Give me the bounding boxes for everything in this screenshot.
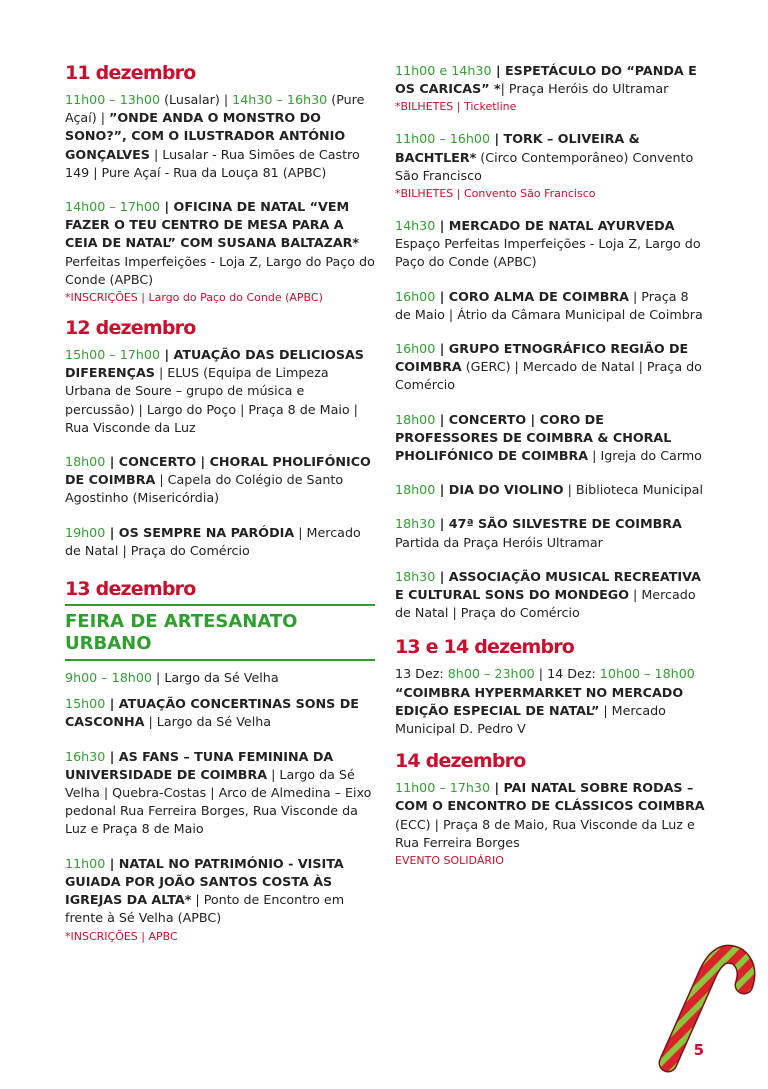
day-heading-13-14: 13 e 14 dezembro — [395, 636, 575, 659]
day-heading-14: 14 dezembro — [395, 750, 526, 773]
day-heading-11: 11 dezembro — [65, 62, 196, 84]
event-text: (Pure Açaí) | — [65, 92, 365, 126]
event-text: Perfeitas Imperfeições - Loja Z, Largo do Paço do Conde (APBC) — [65, 253, 375, 287]
event-time: 11h00 e 14h30 — [395, 63, 492, 78]
page-number: 5 — [693, 1041, 704, 1059]
event-time: 11h00 — [65, 855, 106, 871]
event-item — [395, 411, 705, 466]
event-text: | Largo da Sé Velha — [152, 670, 279, 686]
event-time: 18h30 — [395, 516, 436, 532]
event-title: | CORO ALMA DE COIMBRA — [435, 288, 629, 304]
event-time: 15h00 – 17h00 — [65, 347, 161, 363]
event-note: *BILHETES | Ticketline — [395, 100, 517, 114]
event-time: 14h30 — [395, 218, 436, 234]
event-item — [65, 748, 375, 839]
event-item — [395, 217, 705, 272]
event-time: 11h00 – 13h00 — [65, 92, 161, 107]
event-item — [65, 695, 375, 731]
event-text: | Biblioteca Municipal — [563, 482, 703, 498]
event-item — [65, 91, 375, 182]
event-text: (GERC) | Mercado de Natal | Praça do Comércio — [395, 359, 702, 393]
event-item — [65, 524, 375, 560]
event-text: | Mercado Municipal D. Pedro V — [395, 702, 666, 737]
event-time: 16h00 — [395, 341, 436, 357]
right-column — [395, 62, 705, 876]
event-title: | DIA DO VIOLINO — [435, 482, 564, 498]
event-time: 16h00 — [395, 288, 436, 304]
event-title: | GRUPO ETNOGRÁFICO REGIÃO DE COIMBRA — [395, 341, 689, 375]
event-time: 16h30 — [65, 748, 106, 764]
event-text: | Praça Heróis do Ultramar — [500, 81, 669, 97]
event-title: | MERCADO DE NATAL AYURVEDA — [435, 218, 675, 234]
event-note: *INSCRIÇÕES | Largo do Paço do Conde (APBC) — [65, 291, 323, 305]
event-item — [65, 198, 375, 305]
event-title: | CONCERTO | CHORAL PHOLIFÓNICO DE COIMBRA — [65, 454, 371, 488]
event-time: 15h00 — [65, 696, 106, 712]
event-item — [65, 669, 375, 687]
event-note: *BILHETES | Convento São Francisco — [395, 187, 596, 201]
event-item — [395, 340, 705, 395]
event-item — [395, 515, 705, 551]
event-title: | AS FANS – TUNA FEMININA DA UNIVERSIDADE DE COIMBRA — [65, 748, 334, 782]
event-note: EVENTO SOLIDÁRIO — [395, 854, 504, 868]
event-title: | OFICINA DE NATAL “VEM FAZER O TEU CENTRO DE MESA PARA A CEIA DE NATAL” COM SUSANA BALTAZAR* — [65, 199, 360, 251]
event-text: | Praça 8 de Maio | Átrio da Câmara Municipal de Coimbra — [395, 288, 703, 322]
event-title: | CONCERTO | CORO DE PROFESSORES DE COIMBRA & CHORAL PHOLIFÓNICO DE COIMBRA — [395, 411, 672, 464]
event-text: (Circo Contemporâneo) Convento São Francisco — [395, 149, 694, 183]
event-time: 10h00 – 18h00 — [599, 666, 695, 682]
left-column — [65, 62, 375, 952]
event-time: 11h00 – 16h00 — [395, 131, 491, 147]
event-text: | Largo da Sé Velha — [144, 714, 272, 730]
event-time: 14h00 – 17h00 — [65, 199, 161, 215]
event-time: 18h00 — [395, 411, 436, 427]
event-label: | 14 Dez: — [534, 666, 600, 682]
event-title: “COIMBRA HYPERMARKET NO MERCADO EDIÇÃO ESPECIAL DE NATAL” — [395, 684, 684, 718]
event-item — [65, 855, 375, 944]
feira-heading: FEIRA DE ARTESANATO URBANO — [65, 604, 375, 661]
event-item — [395, 481, 705, 499]
event-time: 18h00 — [65, 454, 106, 470]
event-title: | ESPETÁCULO DO “PANDA E OS CARICAS” * — [395, 63, 697, 97]
event-item — [395, 130, 705, 201]
event-title: | ATUAÇÃO DAS DELICIOSAS DIFERENÇAS — [65, 347, 364, 381]
event-item — [395, 779, 705, 868]
event-text: | ELUS (Equipa de Limpeza Urbana de Soure – grupo de música e percussão) | Largo do Poço | Praça 8 de Maio | Rua Visconde da Luz — [65, 365, 358, 435]
event-text: | Mercado de Natal | Praça do Comércio — [65, 524, 361, 558]
event-text: | Largo da Sé Velha | Quebra-Costas | Arco de Almedina – Eixo pedonal Rua Ferreira Borges, Rua Visconde da Luz e Praça 8 de Maio — [65, 766, 372, 837]
event-title: | 47ª SÃO SILVESTRE DE COIMBRA — [435, 516, 682, 532]
event-text: | Ponto de Encontro em frente à Sé Velha (APBC) — [65, 892, 345, 926]
event-time: 9h00 – 18h00 — [65, 670, 152, 686]
event-text: | Capela do Colégio de Santo Agostinho (Misericórdia) — [65, 472, 344, 506]
day-heading-13: 13 dezembro — [65, 578, 196, 601]
event-time: 18h00 — [395, 482, 436, 498]
event-title: | OS SEMPRE NA PARÓDIA — [105, 524, 295, 540]
event-title: | ATUAÇÃO CONCERTINAS SONS DE CASCONHA — [65, 696, 359, 730]
event-text: (ECC) | Praça 8 de Maio, Rua Visconde da Luz e Rua Ferreira Borges — [395, 816, 695, 850]
event-time: 19h00 — [65, 524, 106, 540]
event-label: 13 Dez: — [395, 666, 448, 682]
event-title: | ASSOCIAÇÃO MUSICAL RECREATIVA E CULTURAL SONS DO MONDEGO — [395, 568, 701, 603]
event-item — [395, 568, 705, 623]
event-time: 14h30 – 16h30 — [232, 92, 328, 107]
event-text: Espaço Perfeitas Imperfeições - Loja Z, Largo do Paço do Conde (APBC) — [395, 236, 701, 270]
event-note: *INSCRIÇÕES | APBC — [65, 929, 178, 943]
event-item — [65, 453, 375, 508]
event-text: | Mercado de Natal | Praça do Comércio — [395, 587, 696, 621]
event-title: | NATAL NO PATRIMÓNIO - VISITA GUIADA POR JOÃO SANTOS COSTA ÀS IGREJAS DA ALTA* — [65, 855, 344, 908]
event-text: (Lusalar) | — [160, 92, 233, 107]
day-heading-12: 12 dezembro — [65, 317, 196, 340]
event-text: | Lusalar - Rua Simões de Castro 149 | Pure Açaí - Rua da Louça 81 (APBC) — [65, 146, 360, 180]
event-title: ”ONDE ANDA O MONSTRO DO SONO?”, COM O ILUSTRADOR ANTÓNIO GONÇALVES — [65, 110, 346, 162]
event-text: | Igreja do Carmo — [588, 448, 702, 464]
event-item — [65, 346, 375, 437]
event-title: | PAI NATAL SOBRE RODAS – COM O ENCONTRO DE CLÁSSICOS COIMBRA — [395, 780, 705, 814]
event-time: 18h30 — [395, 568, 436, 584]
event-item — [395, 62, 705, 114]
event-time: 8h00 – 23h00 — [447, 666, 535, 682]
event-text: Partida da Praça Heróis Ultramar — [395, 534, 603, 550]
event-item — [395, 665, 705, 738]
event-title: | TORK – OLIVEIRA & BACHTLER* — [395, 131, 640, 165]
event-time: 11h00 – 17h30 — [395, 780, 491, 796]
event-item — [395, 288, 705, 324]
